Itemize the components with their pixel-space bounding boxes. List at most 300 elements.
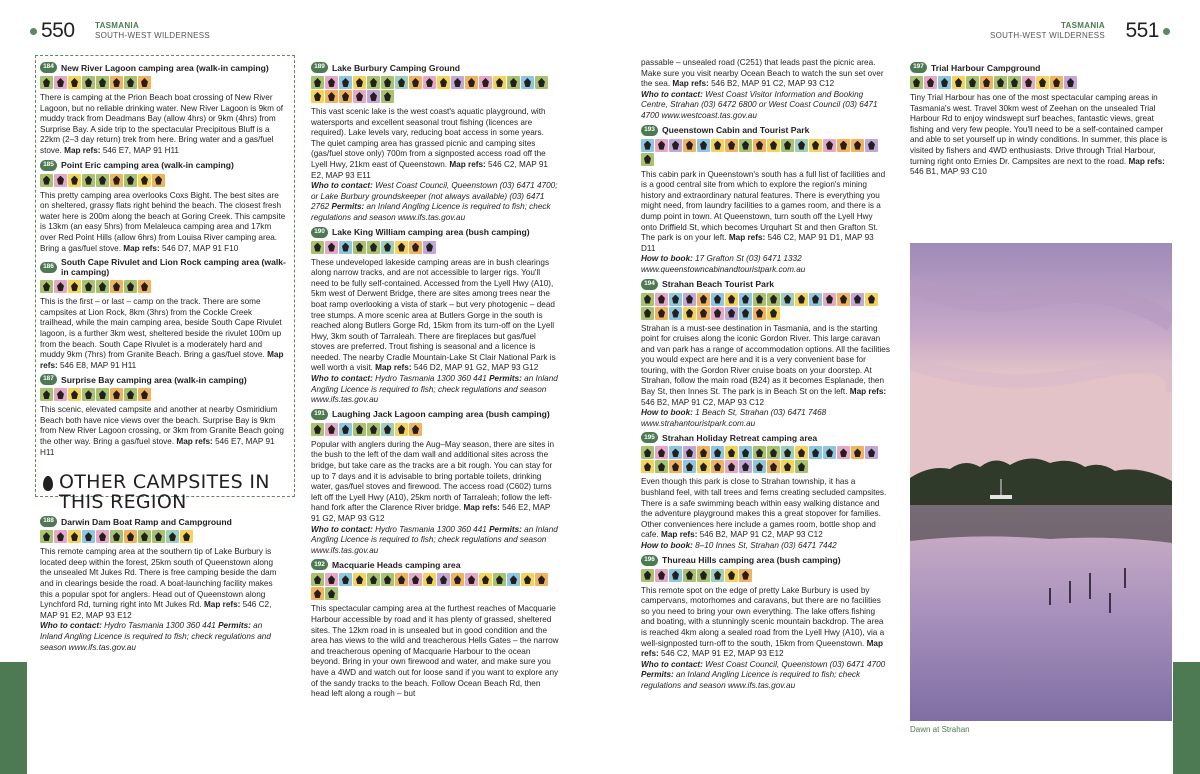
facility-icon: [409, 241, 422, 254]
facility-icon: [311, 76, 324, 89]
facility-icon: [851, 139, 864, 152]
permits-value: an Inland Angling Licence is required to fish; check regulations and season www.ifs.tas.gov.au: [311, 374, 558, 405]
permits-value: an Inland Angling Licence is required to fish; check regulations and season www.ifs.tas.gov.au: [40, 621, 271, 652]
facility-icon: [697, 569, 710, 582]
facility-icon: [669, 569, 682, 582]
facility-icons: [311, 76, 559, 103]
facility-icon: [353, 423, 366, 436]
bullet-dot-icon: [1163, 28, 1170, 35]
facility-icon: [767, 293, 780, 306]
facility-icon: [683, 460, 696, 473]
facility-icon: [68, 280, 81, 293]
header-state: TASMANIA: [95, 21, 140, 30]
entry-heading: [641, 279, 890, 290]
entry-text: This pretty camping area overlooks Coxs Bight. The best sites are on sheltered, grassy flats right behind the beach. The closest fresh water here is 200m along the beach at Goring Creek. This campsite is 13km (an easy 5hrs) from Melaleuca camping area and 17km over Red Point Hills (allow 6hrs) from Louisa River camping area. Bring a gas/fuel stove.: [40, 190, 286, 253]
facility-icon: [655, 446, 668, 459]
entry-body: [40, 405, 286, 458]
facility-icon: [641, 460, 654, 473]
refs-value: 546 E2, MAP 91 G2, MAP 93 G12: [311, 503, 551, 523]
site-name: Surprise Bay camping area (walk-in camping): [61, 374, 247, 385]
facility-icon: [739, 307, 752, 320]
facility-icon: [655, 460, 668, 473]
facility-icon: [725, 569, 738, 582]
facility-icon: [110, 174, 123, 187]
facility-icon: [521, 573, 534, 586]
facility-icon: [739, 569, 752, 582]
facility-icon: [683, 293, 696, 306]
entry-body: [311, 107, 559, 224]
site-name: New River Lagoon camping area (walk-in camping): [61, 62, 269, 73]
facility-icons: [40, 280, 286, 293]
facility-icon: [851, 446, 864, 459]
facility-icon: [739, 293, 752, 306]
entry-heading: [910, 62, 1172, 73]
permits-label: Permits:: [331, 202, 365, 212]
header-region: SOUTH-WEST WILDERNESS: [95, 31, 211, 40]
campsite-entry: [40, 374, 286, 458]
facility-icon: [96, 530, 109, 543]
site-number-badge: 197: [910, 62, 927, 73]
site-name: Queenstown Cabin and Tourist Park: [662, 125, 810, 136]
facility-icon: [669, 307, 682, 320]
facility-icon: [124, 76, 137, 89]
facility-icon: [655, 139, 668, 152]
facility-icon: [809, 293, 822, 306]
facility-icon: [795, 460, 808, 473]
facility-icon: [795, 293, 808, 306]
facility-icon: [451, 573, 464, 586]
campsite-entry: [311, 409, 559, 557]
facility-icons: [641, 446, 890, 473]
facility-icons: [40, 76, 286, 89]
facility-icon: [781, 139, 794, 152]
refs-value: 546 C2, MAP 91 E2, MAP 93 E12: [40, 600, 272, 620]
facility-icon: [725, 460, 738, 473]
site-number-badge: 185: [40, 160, 57, 171]
facility-icon: [711, 139, 724, 152]
entry-text: This scenic, elevated campsite and another at nearby Osmiridium Beach both have nice views over the beach. Surprise Bay is 9km from New River Lagoon crossing, or 3km from Granite Beach going the other way. Bring a gas/fuel stove.: [40, 405, 284, 447]
contact-label: How to book:: [641, 541, 693, 550]
flame-icon: [43, 476, 53, 491]
refs-label: Map refs:: [40, 350, 284, 370]
facility-icon: [725, 139, 738, 152]
facility-icon: [725, 293, 738, 306]
facility-icon: [655, 307, 668, 320]
facility-icon: [54, 76, 67, 89]
refs-label: Map refs:: [849, 387, 887, 397]
facility-icon: [110, 530, 123, 543]
facility-icon: [739, 139, 752, 152]
facility-icon: [180, 530, 193, 543]
facility-icon: [711, 307, 724, 320]
campsite-entry: [641, 432, 890, 551]
facility-icon: [823, 446, 836, 459]
facility-icon: [339, 90, 352, 103]
facility-icon: [767, 307, 780, 320]
refs-label: Map refs:: [1128, 156, 1165, 166]
site-name: Lake Burbury Camping Ground: [332, 62, 460, 73]
site-number-badge: 194: [641, 279, 658, 290]
facility-icon: [311, 423, 324, 436]
facility-icon: [395, 423, 408, 436]
refs-label: Map refs:: [64, 145, 101, 155]
refs-label: Map refs:: [449, 159, 486, 169]
site-number-badge: 193: [641, 125, 658, 136]
facility-icon: [641, 446, 654, 459]
facility-icon: [353, 241, 366, 254]
contact-value: Hydro Tasmania 1300 360 441: [375, 374, 487, 384]
refs-label: Map refs:: [375, 363, 412, 373]
entry-body: [40, 297, 286, 371]
facility-icon: [367, 241, 380, 254]
facility-icon: [781, 293, 794, 306]
facility-icon: [994, 76, 1007, 89]
facility-icon: [641, 139, 654, 152]
facility-icon: [96, 280, 109, 293]
site-number-badge: 184: [40, 62, 57, 73]
entry-heading: [311, 409, 559, 420]
facility-icon: [493, 573, 506, 586]
facility-icon: [395, 76, 408, 89]
site-number-badge: 187: [40, 374, 57, 385]
entry-body: [311, 440, 559, 557]
facility-icon: [381, 90, 394, 103]
entry-heading: [40, 374, 286, 385]
facility-icon: [353, 573, 366, 586]
site-number-badge: 186: [40, 262, 57, 273]
entry-body: [641, 477, 890, 551]
facility-icon: [124, 174, 137, 187]
contact-label: Who to contact:: [311, 374, 373, 384]
facility-icon: [535, 573, 548, 586]
campsite-entry: [311, 559, 559, 699]
facility-icon: [924, 76, 937, 89]
facility-icon: [339, 241, 352, 254]
section-heading: [40, 472, 286, 512]
site-name: Trial Harbour Campground: [931, 62, 1041, 73]
facility-icon: [809, 446, 822, 459]
facility-icon: [68, 388, 81, 401]
entry-heading: [311, 62, 559, 73]
facility-icon: [938, 76, 951, 89]
refs-label: Map refs:: [728, 233, 766, 243]
refs-label: Map refs:: [463, 503, 500, 513]
right-page-tab: [1173, 662, 1200, 774]
facility-icon: [910, 76, 923, 89]
refs-label: Map refs:: [661, 530, 698, 540]
facility-icon: [325, 90, 338, 103]
facility-icon: [353, 90, 366, 103]
contact-value: Hydro Tasmania 1300 360 441: [104, 621, 216, 631]
facility-icon: [381, 241, 394, 254]
facility-icon: [683, 569, 696, 582]
facility-icon: [423, 241, 436, 254]
entry-body: [311, 604, 559, 699]
facility-icon: [683, 139, 696, 152]
refs-label: Map refs:: [176, 437, 213, 447]
permits-label: Permits:: [489, 524, 522, 534]
facility-icon: [339, 76, 352, 89]
facility-icon: [54, 530, 67, 543]
facility-icon: [669, 446, 682, 459]
facility-icon: [138, 174, 151, 187]
facility-icon: [311, 241, 324, 254]
site-number-badge: 188: [40, 516, 57, 527]
site-name: Strahan Beach Tourist Park: [662, 279, 775, 289]
entry-text: There is camping at the Prion Beach boat crossing of New River Lagoon, but no reliable drinking water. New River Lagoon is 9km of muddy track from Deadmans Bay (allow 4hrs) or 9km (4hrs) from Surprise Bay. A side trip to the spectacular Precipitous Bluff is a 22km (2–3 day return) trek from here. Bring water and a gas/fuel stove.: [40, 93, 284, 155]
facility-icon: [823, 139, 836, 152]
entry-heading: [40, 160, 286, 171]
site-name: Darwin Dam Boat Ramp and Campground: [61, 516, 232, 527]
campsite-list: [311, 62, 559, 700]
facility-icon: [1008, 76, 1021, 89]
facility-icon: [865, 293, 878, 306]
facility-icon: [96, 76, 109, 89]
section-title: OTHER CAMPSITES IN THIS REGION: [59, 471, 270, 514]
facility-icon: [325, 423, 338, 436]
facility-icon: [837, 446, 850, 459]
facility-icon: [641, 307, 654, 320]
entry-text: This remote spot on the edge of pretty Lake Burbury is used by campervans, motorhomes and caravans, but there are no facilities so you need to bring your own everything. The lake offers fishing and boating, with a stunningly scenic mountain backdrop. The area is reached 4km along a sealed road from the Lyell Hwy (A10), via a well-signposted turn-off to the south, 15km from Queenstown.: [641, 585, 885, 648]
facility-icon: [437, 76, 450, 89]
facility-icon: [865, 446, 878, 459]
entry-body: [311, 258, 559, 406]
contact-label: Who to contact:: [311, 181, 373, 191]
facility-icon: [655, 569, 668, 582]
entry-heading: [40, 257, 286, 277]
facility-icon: [669, 460, 682, 473]
contact-label: Who to contact:: [641, 89, 703, 99]
refs-value: 546 E7, MAP 91 H11: [102, 145, 179, 155]
entry-heading: [641, 125, 890, 136]
campsite-entry: [311, 62, 559, 224]
facility-icon: [641, 569, 654, 582]
facility-icon: [507, 573, 520, 586]
contact-value: West Coast Council, Queenstown (03) 6471 4700; or Lake Burbury groundskeeper (not always available) (03) 6471 2762: [311, 181, 558, 212]
facility-icon: [339, 423, 352, 436]
facility-icon: [1036, 76, 1049, 89]
facility-icon: [683, 307, 696, 320]
column-1: [40, 59, 286, 656]
site-number-badge: 190: [311, 227, 328, 238]
campsite-entry: [641, 279, 890, 430]
facility-icon: [40, 388, 53, 401]
facility-icons: [40, 388, 286, 401]
facility-icon: [1064, 76, 1077, 89]
facility-icon: [395, 573, 408, 586]
campsite-entry: [40, 160, 286, 255]
facility-icon: [781, 446, 794, 459]
facility-icon: [110, 76, 123, 89]
facility-icon: [697, 293, 710, 306]
facility-icon: [138, 76, 151, 89]
campsite-entry: [311, 227, 559, 406]
facility-icon: [465, 573, 478, 586]
entry-body: [641, 324, 890, 430]
left-page-header: [28, 18, 268, 44]
facility-icon: [683, 446, 696, 459]
site-number-badge: 189: [311, 62, 328, 73]
entry-text: Strahan is a must-see destination in Tasmania, and is the starting point for cruises along the iconic Gordon River. This large caravan and van park has a range of accommodation options. All the facilities you would expect are here and it is a very convenient base for touring, with the Gordon River cruise boats on your doorstep. At Strahan, follow the main road (B24) as it becomes Esplanade, then Bay St, then Innes St. The park is in Beach St on the left.: [641, 323, 890, 397]
facility-icon: [711, 460, 724, 473]
facility-icon: [711, 569, 724, 582]
facility-icon: [54, 280, 67, 293]
site-name: Thureau Hills camping area (bush camping): [662, 555, 841, 566]
facility-icons: [311, 241, 559, 254]
site-name: Macquarie Heads camping area: [332, 559, 461, 570]
facility-icon: [823, 293, 836, 306]
entry-text: Popular with anglers during the Aug–May season, there are sites in the bush to the left of the dam wall and additional sites across the bridge, but take care as the tracks are a bit rough. You can stay for up to 7 days and it is advisable to bring portable toilets, drinking water, gas/fuel stoves and firewood. The access road (C602) turns left off the Lyell Hwy (A10), 25km north of Tarraleah; follow the left-hand fork after the Clarence River bridge.: [311, 439, 555, 513]
contact-value: 1 Beach St, Strahan (03) 6471 7468 www.strahantouristpark.com.au: [641, 408, 827, 428]
facility-icon: [1022, 76, 1035, 89]
site-name: Point Eric camping area (walk-in camping): [61, 160, 234, 171]
refs-value: 546 C2, MAP 91 D1, MAP 93 D11: [641, 233, 874, 253]
contact-value: West Coast Council, Queenstown (03) 6471 4700: [705, 659, 886, 669]
facility-icon: [339, 573, 352, 586]
campsite-entry: [910, 62, 1172, 178]
entry-heading: [311, 559, 559, 570]
contact-label: Who to contact:: [641, 659, 703, 669]
entry-text: Even though this park is close to Strahan township, it has a bushland feel, with tall trees and ferns creating secluded campsites. There is a safe swimming beach within easy walking distance and the adventure playground makes this a great stopover for families. Other conveniences here include a games room, bottle shop and cafe.: [641, 477, 887, 540]
facility-icon: [381, 423, 394, 436]
facility-icon: [96, 174, 109, 187]
facility-icon: [753, 293, 766, 306]
page-number: 550: [41, 19, 75, 42]
contact-value: West Coast Visitor Information and Booking Centre, Strahan (03) 6472 6800 or West Coast Council (03) 6471 4700 www.westcoast.tas.gov.au: [641, 89, 878, 120]
facility-icon: [837, 293, 850, 306]
facility-icon: [725, 446, 738, 459]
entry-text: This is the first – or last – camp on the track. There are some campsites at Lion Rock, 8km (3hrs) from the Cockle Creek trailhead, while the main camping area, beside South Cape Rivulet lagoon, is a further 3km west, sheltered beside the rivulet 100m up from the beach. South Cape Rivulet is a moderately hard and muddy 9km (7hrs) from Granite Beach. Bring a gas/fuel stove.: [40, 297, 282, 360]
campsite-entry: [641, 125, 890, 276]
refs-value: 546 B2, MAP 91 C2, MAP 93 C12: [699, 530, 823, 540]
facility-icon: [325, 587, 338, 600]
facility-icon: [82, 388, 95, 401]
entry-body: [40, 547, 286, 653]
facility-icon: [40, 530, 53, 543]
campsite-list: [910, 62, 1172, 178]
facility-icon: [353, 76, 366, 89]
facility-icon: [711, 446, 724, 459]
facility-icon: [669, 139, 682, 152]
facility-icons: [40, 530, 286, 543]
site-number-badge: 196: [641, 555, 658, 566]
facility-icon: [697, 460, 710, 473]
facility-icon: [311, 573, 324, 586]
facility-icon: [54, 388, 67, 401]
facility-icons: [641, 139, 890, 166]
facility-icon: [124, 388, 137, 401]
entry-heading: [641, 432, 890, 443]
facility-icon: [795, 139, 808, 152]
facility-icon: [641, 153, 654, 166]
refs-value: 546 E8, MAP 91 H11: [60, 360, 137, 370]
facility-icon: [82, 280, 95, 293]
site-number-badge: 195: [641, 432, 658, 443]
facility-icon: [409, 76, 422, 89]
facility-icon: [451, 76, 464, 89]
facility-icon: [40, 76, 53, 89]
facility-icon: [465, 76, 478, 89]
header-region: SOUTH-WEST WILDERNESS: [989, 31, 1105, 40]
site-name: Strahan Holiday Retreat camping area: [662, 432, 818, 443]
facility-icon: [767, 446, 780, 459]
facility-icon: [781, 460, 794, 473]
facility-icon: [409, 573, 422, 586]
facility-icons: [40, 174, 286, 187]
entry-text: This cabin park in Queenstown's south has a full list of facilities and is a good central site from which to explore the region's mining history and extraordinary natural features. There is everything you might need, from laundry facilities to a games room, and there is a dump point in town. At Queenstown, turn south off the Lyell Hwy onto Driffield St, which becomes Urquhart St and then Grafton St. The park is on your left.: [641, 169, 886, 243]
permits-value: an Inland Angling Licence is required to fish; check regulations and season www.ifs.tas.gov.au: [311, 524, 558, 555]
refs-value: 546 C2, MAP 91 E2, MAP 93 E12: [661, 649, 784, 659]
facility-icon: [753, 446, 766, 459]
campsite-entry: [641, 555, 890, 692]
facility-icon: [325, 241, 338, 254]
permits-label: Permits:: [641, 670, 674, 680]
facility-icon: [423, 76, 436, 89]
facility-icon: [367, 76, 380, 89]
left-page-tab: [0, 662, 27, 774]
refs-value: 546 D2, MAP 91 G2, MAP 93 G12: [413, 363, 539, 373]
facility-icon: [753, 139, 766, 152]
facility-icon: [507, 76, 520, 89]
site-name: South Cape Rivulet and Lion Rock camping area (walk-in camping): [61, 257, 286, 278]
facility-icon: [697, 139, 710, 152]
facility-icon: [739, 446, 752, 459]
facility-icon: [367, 90, 380, 103]
facility-icon: [493, 76, 506, 89]
facility-icon: [381, 573, 394, 586]
site-number-badge: 192: [311, 559, 328, 570]
facility-icon: [669, 293, 682, 306]
entry-heading: [40, 516, 286, 527]
facility-icon: [68, 174, 81, 187]
permits-label: Permits:: [489, 374, 522, 384]
contact-value: 17 Grafton St (03) 6471 1332 www.queenstowncabinandtouristpark.com.au: [641, 254, 806, 274]
photo-caption: Dawn at Strahan: [910, 725, 970, 734]
facility-icon: [96, 388, 109, 401]
entry-body: [40, 191, 286, 255]
facility-icon: [739, 460, 752, 473]
facility-icons: [641, 293, 890, 320]
facility-icons: [311, 573, 559, 600]
facility-icons: [311, 423, 559, 436]
contact-value: Hydro Tasmania 1300 360 441: [375, 524, 487, 534]
facility-icon: [166, 530, 179, 543]
site-name: Lake King William camping area (bush camping): [332, 227, 530, 238]
facility-icon: [40, 280, 53, 293]
refs-value: 546 E7, MAP 91 H11: [40, 437, 275, 457]
entry-heading: [40, 62, 286, 73]
facility-icon: [138, 530, 151, 543]
facility-icon: [110, 280, 123, 293]
refs-value: 546 C2, MAP 91 E2, MAP 93 E11: [311, 159, 548, 180]
permits-value: an Inland Angling Licence is required to fish; check regulations and season www.ifs.tas.gov.au: [311, 202, 551, 222]
facility-icon: [535, 76, 548, 89]
entry-heading: [641, 555, 890, 566]
facility-icon: [367, 573, 380, 586]
facility-icon: [641, 293, 654, 306]
strahan-dawn-photo: [910, 243, 1172, 721]
facility-icon: [980, 76, 993, 89]
facility-icon: [82, 174, 95, 187]
facility-icon: [409, 423, 422, 436]
contact-label: Who to contact:: [311, 524, 373, 534]
campsite-list: [40, 516, 286, 653]
entry-body: [910, 93, 1172, 178]
contact-label: How to book:: [641, 254, 693, 264]
refs-value: 546 B2, MAP 91 C2, MAP 93 C12: [711, 79, 835, 89]
facility-icon: [54, 174, 67, 187]
facility-icon: [711, 293, 724, 306]
